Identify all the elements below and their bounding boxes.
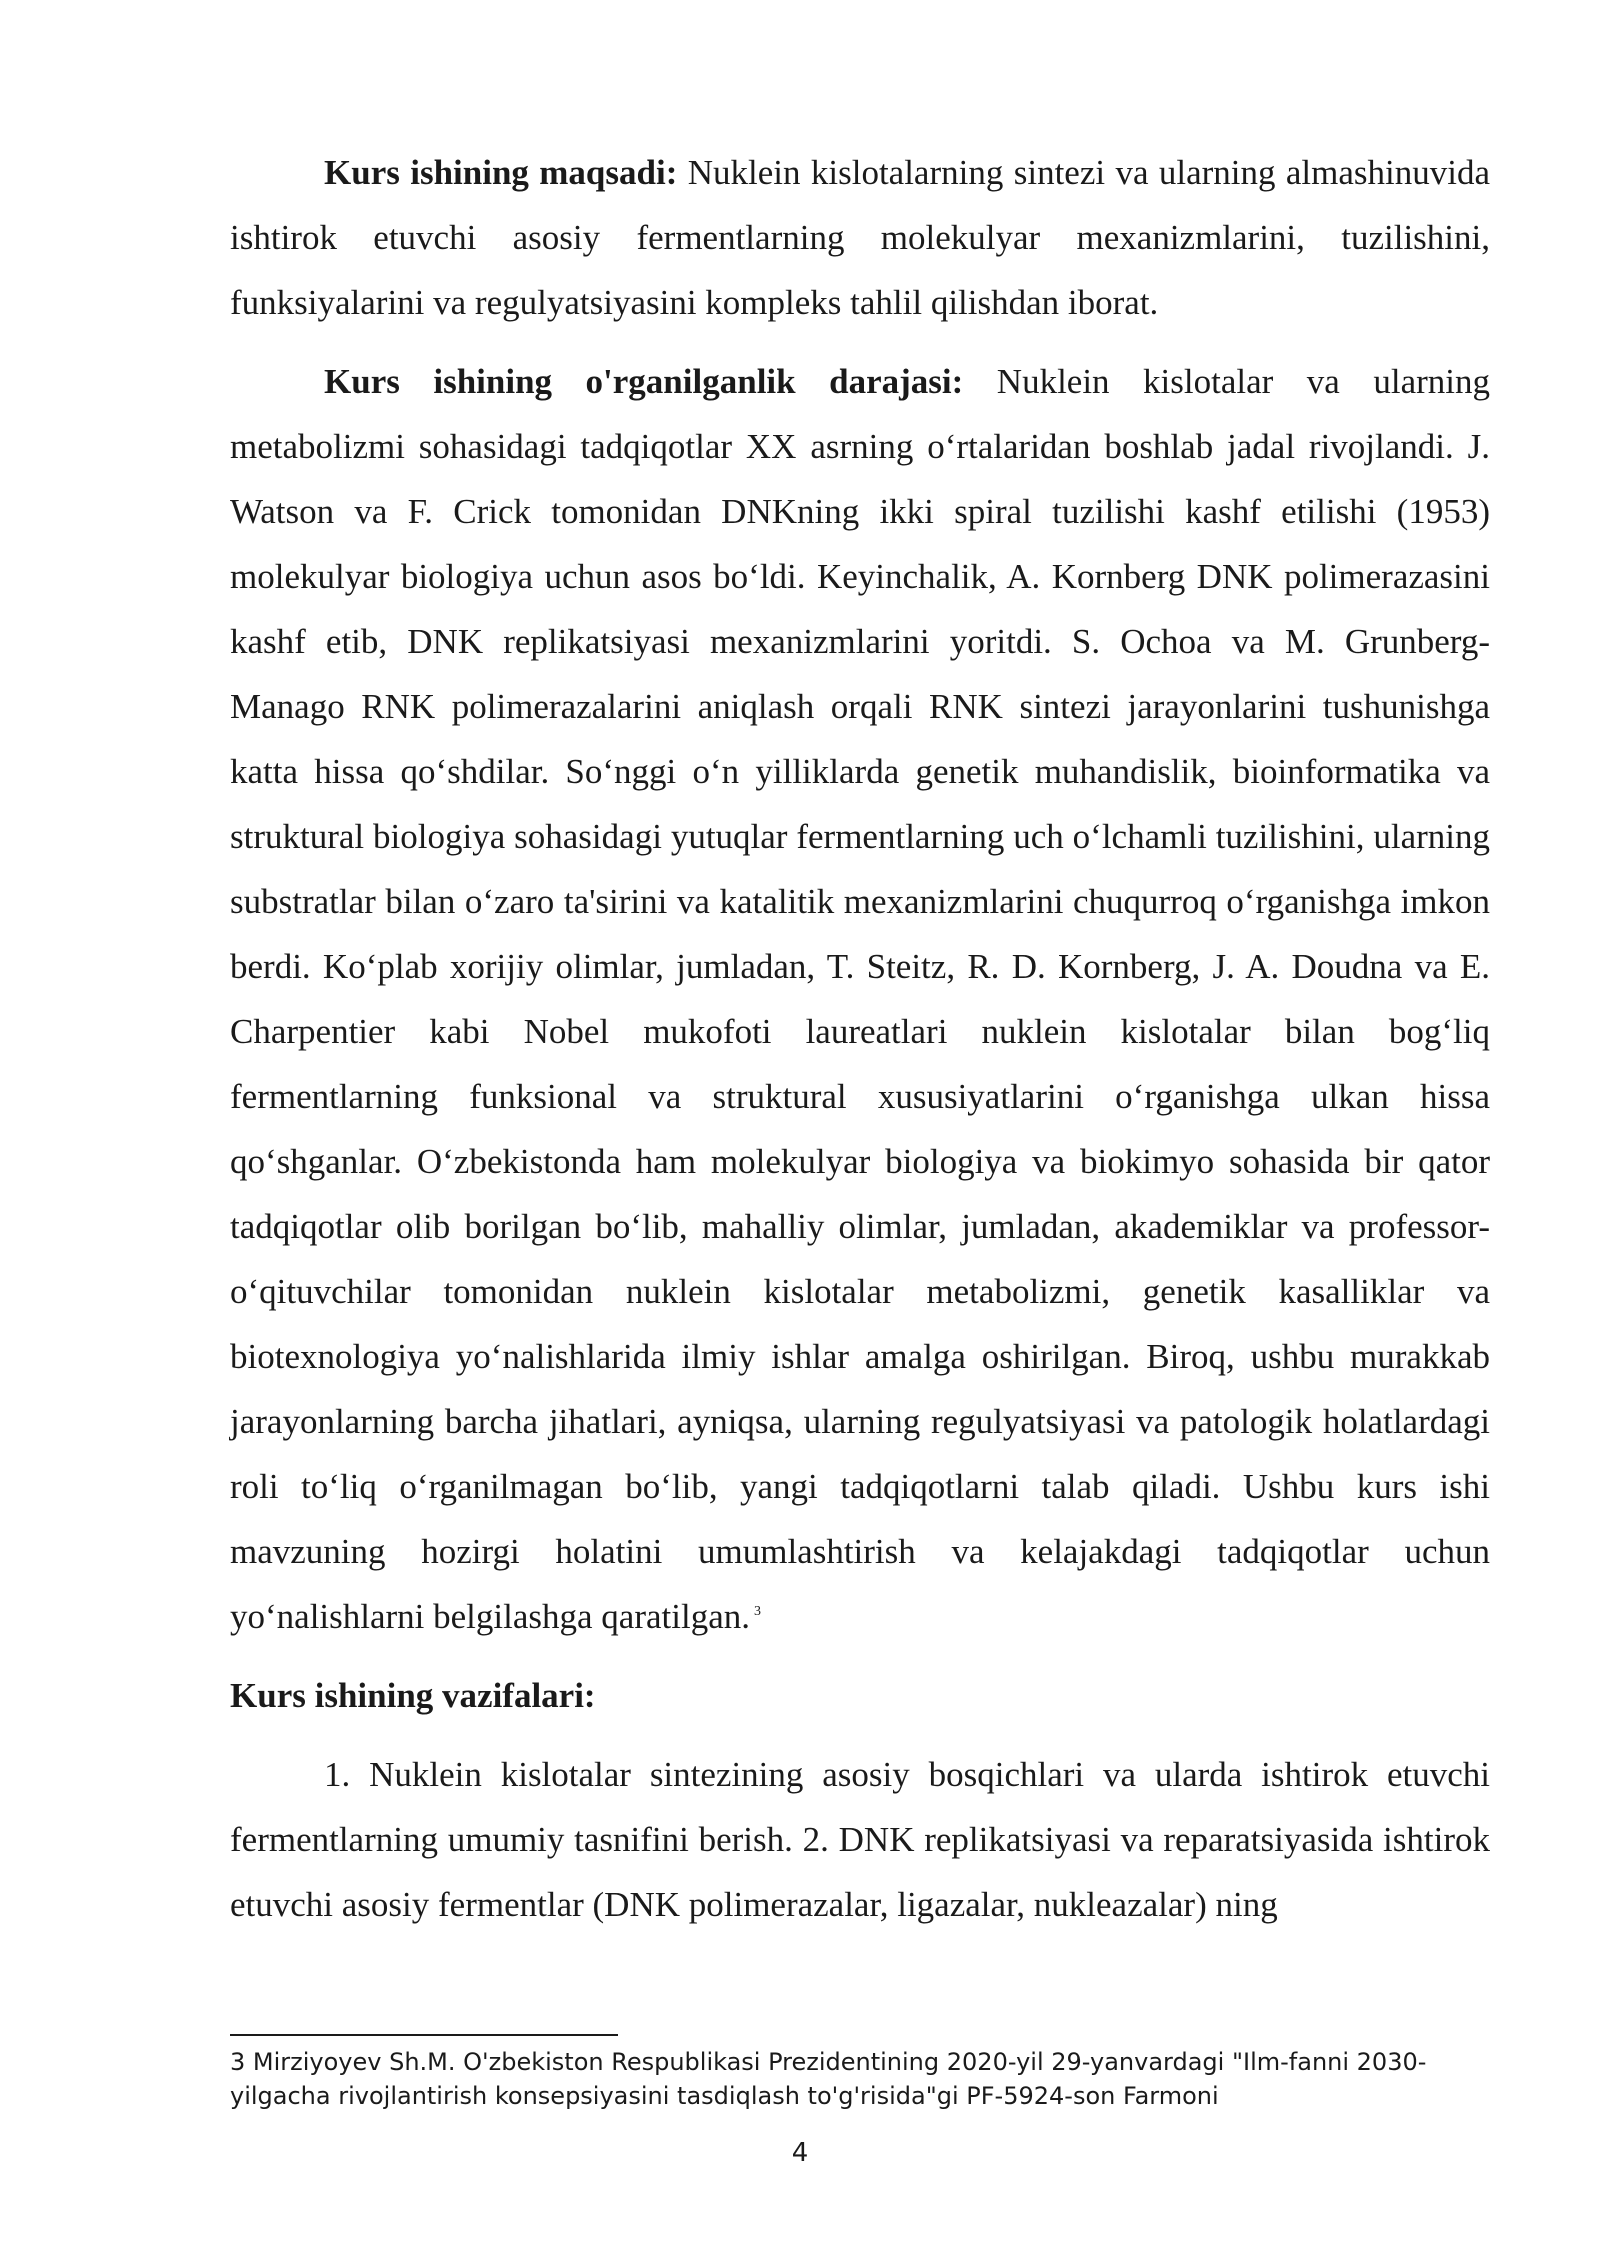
goal-label: Kurs ishining maqsadi: [324, 153, 678, 192]
tasks-title: Kurs ishining vazifalari: [230, 1676, 596, 1715]
page-number: 4 [791, 2138, 809, 2168]
tasks-paragraph [230, 1742, 1490, 1937]
study-level-text: Nuklein kislotalar va ularning metabolizmi sohasidagi tadqiqotlar XX asrning o‘rtalaridan boshlab jadal rivojlandi. J. Watson va F. Crick tomonidan DNKning ikki spiral tuzilishi kashf etilishi (1953) molekulyar biologiya uchun asos bo‘ldi. Keyinchalik, A. Kornberg DNK polimerazasini kashf etib, DNK replikatsiyasi mexanizmlarini yoritdi. S. Ochoa va M. Grunberg-Manago RNK polimerazalarini aniqlash orqali RNK sintezi jarayonlarini tushunishga katta hissa qo‘shdilar. So‘nggi o‘n yilliklarda genetik muhandislik, bioinformatika va struktural biologiya sohasidagi yutuqlar fermentlarning uch o‘lchamli tuzilishini, ularning substratlar bilan o‘zaro ta'sirini va katalitik mexanizmlarini chuqurroq o‘rganishga imkon berdi. Ko‘plab xorijiy olimlar, jumladan, T. Steitz, R. D. Kornberg, J. A. Doudna va E. Charpentier kabi Nobel mukofoti laureatlari nuklein kislotalar bilan bog‘liq fermentlarning funksional va struktural xususiyatlarini o‘rganishga ulkan hissa qo‘shganlar. O‘zbekistonda ham molekulyar biologiya va biokimyo sohasida bir qator tadqiqotlar olib borilgan bo‘lib, mahalliy olimlar, jumladan, akademiklar va professor-o‘qituvchilar tomonidan nuklein kislotalar metabolizmi, genetik kasalliklar va biotexnologiya yo‘nalishlarida ilmiy ishlar amalga oshirilgan. Biroq, ushbu murakkab jarayonlarning barcha jihatlari, ayniqsa, ularning regulyatsiyasi va patologik holatlardagi roli to‘liq o‘rganilmagan bo‘lib, yangi tadqiqotlarni talab qiladi. Ushbu kurs ishi mavzuning hozirgi holatini umumlashtirish va kelajakdagi tadqiqotlar uchun yo‘nalishlarni belgilashga qaratilgan. [230, 362, 1490, 1636]
footnote-reference[interactable]: 3 [753, 1604, 761, 1620]
goal-paragraph [230, 140, 1490, 335]
footnote-divider [230, 2034, 618, 2036]
tasks-text: 1. Nuklein kislotalar sintezining asosiy bosqichlari va ularda ishtirok etuvchi fermentlarning umumiy tasnifini berish. 2. DNK replikatsiyasi va reparatsiyasida ishtirok etuvchi asosiy fermentlar (DNK polimerazalar, ligazalar, nukleazalar) ning [230, 1755, 1490, 1924]
study-level-paragraph [230, 349, 1490, 1649]
goal-text: Nuklein kislotalarning sintezi va ularning almashinuvida ishtirok etuvchi asosiy fermentlarning molekulyar mexanizmlarini, tuzilishini, funksiyalarini va regulyatsiyasini kompleks tahlil qilishdan iborat. [230, 153, 1490, 322]
study-level-label: Kurs ishining o'rganilganlik darajasi: [324, 362, 964, 401]
document-page [230, 140, 1490, 1951]
footnote: 3 Mirziyoyev Sh.M. O'zbekiston Respublikasi Prezidentining 2020-yil 29-yanvardagi "Ilm-fanni 2030-yilgacha rivojlantirish konsepsiyasini tasdiqlash to'g'risida"gi PF-5924-son Farmoni [230, 2048, 1427, 2110]
